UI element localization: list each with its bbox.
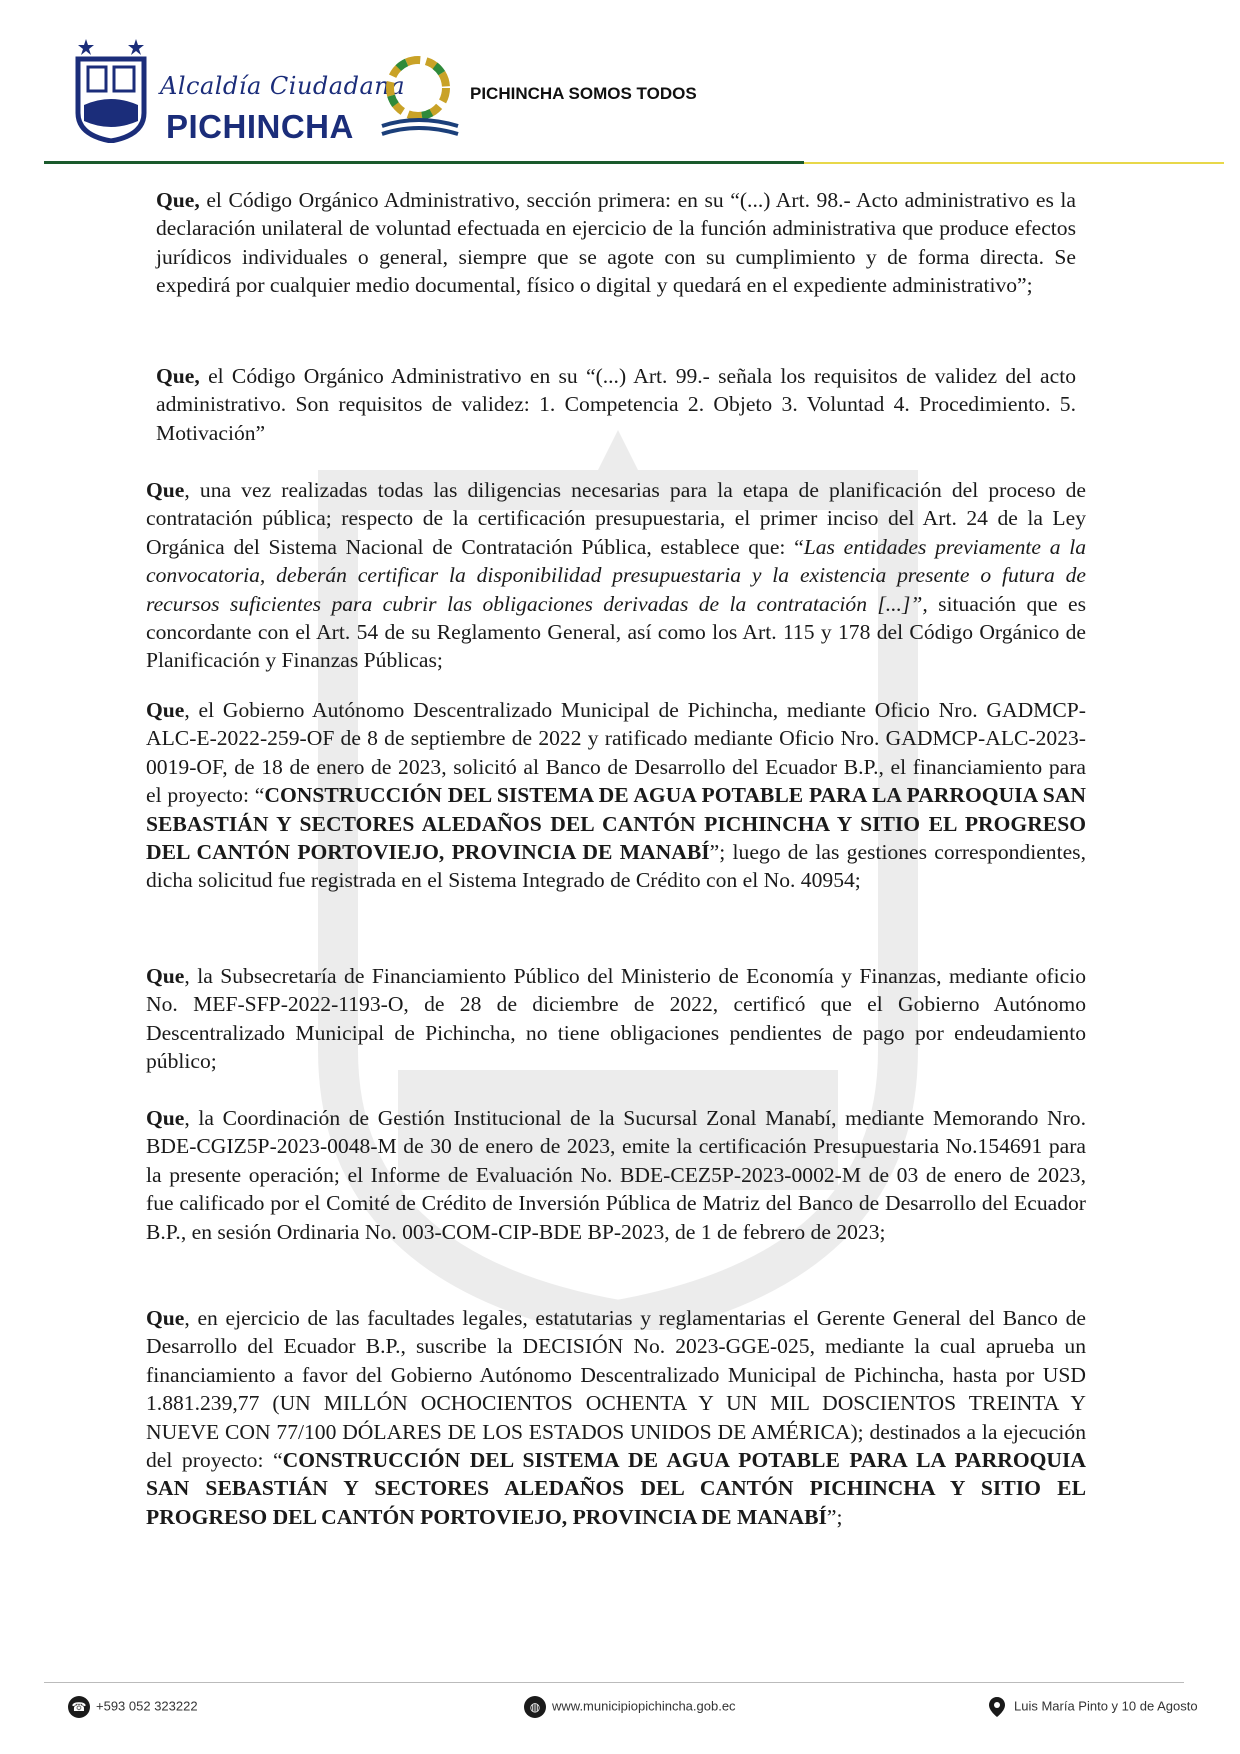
paragraph-5 [146, 962, 1086, 1076]
footer-address [988, 1696, 1198, 1718]
quoted-article: Las entidades previamente a la convocatoria, deberán certificar la disponibilidad presupuestaria y la existencia presente o futura de recursos suficientes para cubrir las obligaciones derivadas de la contratación [...]”, [146, 534, 1087, 616]
footer-website-text[interactable]: www.municipiopichincha.gob.ec [552, 1698, 736, 1714]
footer-rule [44, 1682, 1184, 1683]
slogan: PICHINCHA SOMOS TODOS [470, 84, 697, 103]
paragraph-1 [156, 186, 1076, 300]
paragraph-text: el Código Orgánico Administrativo en su “(...) Art. 99.- señala los requisitos de validez del acto administrativo. Son requisitos de validez: 1. Competencia 2. Objeto 3. Voluntad 4. Procedimiento. 5. Motivación” [156, 364, 1076, 445]
lead-word: Que [146, 1306, 185, 1330]
lead-word: Que, [156, 364, 200, 388]
shield-emblem-icon [74, 35, 148, 143]
brand-name: PICHINCHA [166, 108, 354, 145]
lead-word: Que, [156, 188, 200, 212]
paragraph-2 [156, 362, 1076, 447]
paragraph-text: , la Coordinación de Gestión Institucional de la Sucursal Zonal Manabí, mediante Memorando Nro. BDE-CGIZ5P-2023-0048-M de 30 de enero de 2023, emite la certificación Presupuestaria No.154691 para la presente operación; el Informe de Evaluación No. BDE-CEZ5P-2023-0002-M de 03 de enero de 2023, fue calificado por el Comité de Crédito de Inversión Pública de Matriz del Banco de Desarrollo del Ecuador B.P., en sesión Ordinaria No. 003-COM-CIP-BDE BP-2023, de 1 de febrero de 2023; [146, 1106, 1086, 1244]
globe-icon: ◍ [524, 1696, 546, 1718]
page-header [0, 0, 1240, 170]
project-name: CONSTRUCCIÓN DEL SISTEMA DE AGUA POTABLE PARA LA PARROQUIA SAN SEBASTIÁN Y SECTORES ALEDAÑOS DEL CANTÓN PICHINCHA Y SITIO EL PROGRESO DEL CANTÓN PORTOVIEJO, PROVINCIA DE MANABÍ [146, 1448, 1087, 1529]
lead-word: Que [146, 478, 185, 502]
paragraph-text: ”; [826, 1504, 843, 1529]
paragraph-text: situación que es concordante con el Art. 54 de su Reglamento General, así como los Art. 115 y 178 del Código Orgánico de Planificación y Finanzas Públicas; [146, 591, 1086, 673]
paragraph-7 [146, 1304, 1086, 1531]
footer-website[interactable] [524, 1696, 736, 1718]
paragraph-3 [146, 476, 1086, 675]
paragraph-text: ”; luego de las gestiones correspondientes, dicha solicitud fue registrada en el Sistema Integrado de Crédito con el No. 40954; [146, 840, 1086, 893]
paragraph-text: el Código Orgánico Administrativo, sección primera: en su “(...) Art. 98.- Acto administrativo es la declaración unilateral de voluntad efectuada en ejercicio de la función administrativa que produce efectos jurídicos individuales o general, siempre que se agote con su cumplimiento y de forma directa. Se expedirá por cualquier medio documental, físico o digital y quedará en el expediente administrativo”; [156, 188, 1076, 298]
ring-logo-icon [378, 44, 462, 144]
paragraph-4 [146, 696, 1086, 895]
header-rule-green [44, 161, 804, 164]
paragraph-text: , en ejercicio de las facultades legales, estatutarias y reglamentarias el Gerente General del Banco de Desarrollo del Ecuador B.P., suscribe la DECISIÓN No. 2023-GGE-025, mediante la cual aprueba un financiamiento a favor del Gobierno Autónomo Descentralizado Municipal de Pichincha, hasta por USD 1.881.239,77 (UN MILLÓN OCHOCIENTOS OCHENTA Y UN MIL DOSCIENTOS TREINTA Y NUEVE CON 77/100 DÓLARES DE LOS ESTADOS UNIDOS DE AMÉRICA); destinados a la ejecución del proyecto: “ [146, 1306, 1086, 1473]
paragraph-text: , el Gobierno Autónomo Descentralizado Municipal de Pichincha, mediante Oficio Nro. GADMCP-ALC-E-2022-259-OF de 8 de septiembre de 2022 y ratificado mediante Oficio Nro. GADMCP-ALC-2023-0019-OF, de 18 de enero de 2023, solicitó al Banco de Desarrollo del Ecuador B.P., el financiamiento para el proyecto: “ [146, 698, 1086, 808]
footer-phone [68, 1696, 198, 1718]
paragraph-text: , una vez realizadas todas las diligencias necesarias para la etapa de planificación del proceso de contratación pública; respecto de la certificación presupuestaria, el primer inciso del Art. 24 de la Ley Orgánica del Sistema Nacional de Contratación Pública, establece que: “ [146, 478, 1086, 559]
paragraph-text: , la Subsecretaría de Financiamiento Público del Ministerio de Economía y Finanzas, mediante oficio No. MEF-SFP-2022-1193-O, de 28 de diciembre de 2022, certificó que el Gobierno Autónomo Descentralizado Municipal de Pichincha, no tiene obligaciones pendientes de pago por endeudamiento público; [146, 964, 1086, 1074]
footer-address-text: Luis María Pinto y 10 de Agosto [1014, 1698, 1198, 1714]
paragraph-6 [146, 1104, 1086, 1246]
brand-script: Alcaldía Ciudadana [160, 72, 406, 100]
lead-word: Que [146, 698, 185, 722]
location-pin-icon [988, 1696, 1006, 1718]
project-name: CONSTRUCCIÓN DEL SISTEMA DE AGUA POTABLE PARA LA PARROQUIA SAN SEBASTIÁN Y SECTORES ALEDAÑOS DEL CANTÓN PICHINCHA Y SITIO EL PROGRESO DEL CANTÓN PORTOVIEJO, PROVINCIA DE MANABÍ [146, 783, 1087, 865]
phone-icon: ☎ [68, 1696, 90, 1718]
lead-word: Que [146, 1106, 185, 1130]
header-rule-yellow [804, 162, 1224, 164]
lead-word: Que [146, 964, 185, 988]
footer-phone-text: +593 052 323222 [96, 1698, 198, 1714]
